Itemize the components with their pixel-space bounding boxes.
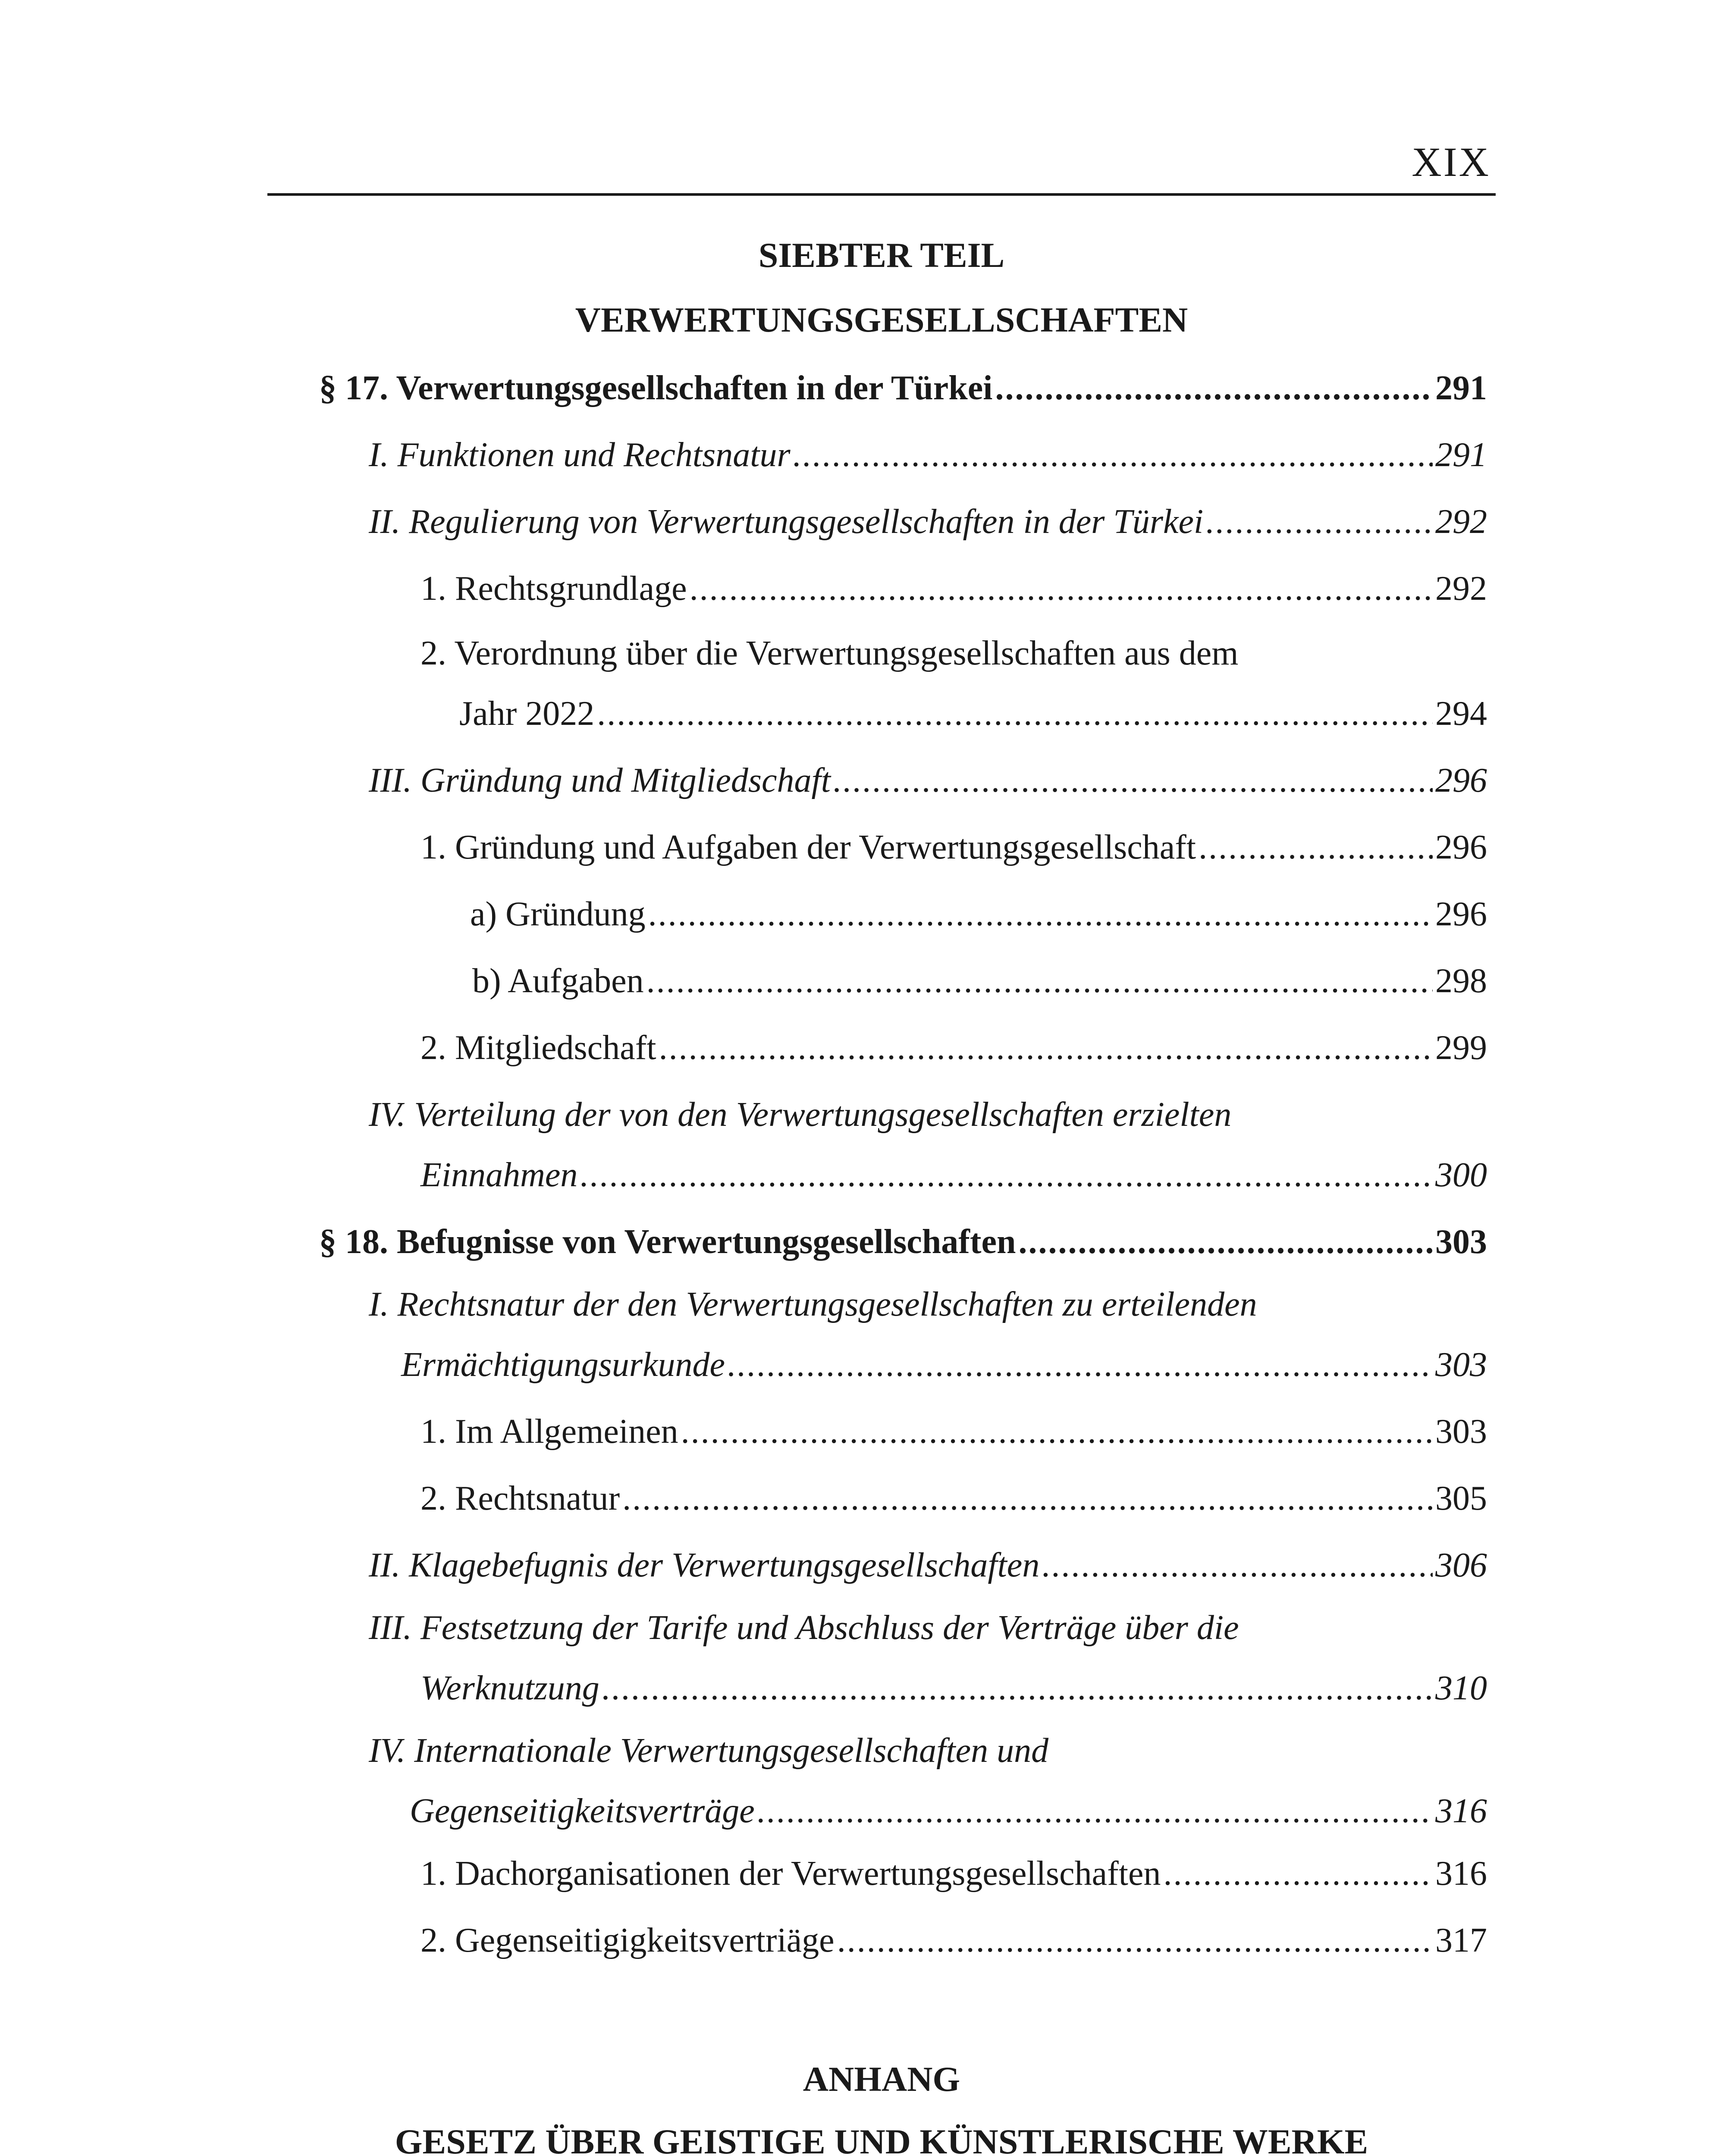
dot-leader xyxy=(1019,1225,1433,1259)
toc-entry-page: 299 xyxy=(1435,1029,1487,1067)
toc-entry-line1: IV. Verteilung der von den Verwertungsgesellschaften erzielten xyxy=(369,1096,1232,1134)
page-number: XIX xyxy=(1412,139,1490,185)
toc-entry[interactable] xyxy=(420,1923,1487,1958)
toc-entry-page: 303 xyxy=(1435,1223,1487,1261)
part-label: SIEBTER TEIL xyxy=(758,235,1005,275)
toc-entry[interactable] xyxy=(470,897,1487,931)
toc-entry[interactable] xyxy=(420,1481,1487,1516)
dot-leader xyxy=(837,1923,1433,1958)
appendix-title: GESETZ ÜBER GEISTIGE UND KÜNSTLERISCHE WERKE xyxy=(395,2122,1368,2156)
toc-entry-page: 316 xyxy=(1435,1855,1487,1893)
toc-entry-text: II. Klagebefugnis der Verwertungsgesellschaften xyxy=(369,1546,1040,1584)
toc-entry[interactable] xyxy=(369,438,1487,472)
toc-entry-page: 298 xyxy=(1435,962,1487,1000)
toc-entry[interactable] xyxy=(369,763,1487,798)
toc-entry-text: a) Gründung xyxy=(470,895,646,933)
toc-entry-section-18[interactable] xyxy=(319,1225,1487,1259)
dot-leader xyxy=(1199,830,1433,865)
toc-entry[interactable] xyxy=(369,1548,1487,1583)
toc-entry[interactable] xyxy=(472,964,1487,998)
toc-entry[interactable] xyxy=(420,1031,1487,1065)
toc-entry-line1: III. Festsetzung der Tarife und Abschluss der Verträge über die xyxy=(369,1609,1239,1647)
toc-entry-text: 1. Im Allgemeinen xyxy=(420,1413,678,1451)
dot-leader xyxy=(602,1671,1433,1705)
toc-entry[interactable] xyxy=(420,1414,1487,1449)
toc-entry-text: III. Gründung und Mitgliedschaft xyxy=(369,761,831,799)
toc-entry-page: 306 xyxy=(1435,1546,1487,1584)
toc-entry-text: I. Funktionen und Rechtsnatur xyxy=(369,436,791,474)
toc-entry-page: 291 xyxy=(1435,436,1487,474)
toc-entry-text: 1. Dachorganisationen der Verwertungsgesellschaften xyxy=(420,1855,1161,1893)
toc-entry-text: 2. Gegenseitigigkeitsvertriäge xyxy=(420,1921,835,1959)
dot-leader xyxy=(1206,505,1433,539)
toc-entry-text: Gegenseitigkeitsverträge xyxy=(410,1792,755,1830)
toc-entry-text: Ermächtigungsurkunde xyxy=(401,1346,725,1384)
header-rule xyxy=(267,193,1496,196)
dot-leader xyxy=(995,371,1433,405)
toc-entry-page: 296 xyxy=(1435,828,1487,866)
dot-leader xyxy=(646,964,1433,998)
toc-entry-page: 303 xyxy=(1435,1346,1487,1384)
toc-entry[interactable] xyxy=(420,830,1487,865)
toc-entry-text: b) Aufgaben xyxy=(472,962,644,1000)
toc-entry-text: § 17. Verwertungsgesellschaften in der Türkei xyxy=(319,369,993,407)
toc-entry-text: 2. Mitgliedschaft xyxy=(420,1029,656,1067)
toc-entry-text: Werknutzung xyxy=(420,1669,599,1707)
dot-leader xyxy=(757,1794,1433,1828)
toc-entry-page: 292 xyxy=(1435,503,1487,541)
toc-entry-page: 294 xyxy=(1435,695,1487,733)
dot-leader xyxy=(648,897,1433,931)
toc-entry-text: Jahr 2022 xyxy=(459,695,595,733)
toc-entry-section-17[interactable] xyxy=(319,371,1487,405)
dot-leader xyxy=(681,1414,1433,1449)
toc-entry[interactable] xyxy=(459,696,1487,731)
dot-leader xyxy=(622,1481,1433,1516)
dot-leader xyxy=(580,1158,1433,1192)
toc-entry-text: 1. Gründung und Aufgaben der Verwertungsgesellschaft xyxy=(420,828,1196,866)
toc-entry-page: 296 xyxy=(1435,761,1487,799)
toc-entry-text: 1. Rechtsgrundlage xyxy=(420,570,687,608)
dot-leader xyxy=(1042,1548,1433,1583)
toc-entry-page: 317 xyxy=(1435,1921,1487,1959)
dot-leader xyxy=(833,763,1433,798)
toc-entry-page: 310 xyxy=(1435,1669,1487,1707)
toc-entry-page: 316 xyxy=(1435,1792,1487,1830)
toc-entry[interactable] xyxy=(420,1158,1487,1192)
appendix-label: ANHANG xyxy=(803,2059,960,2099)
dot-leader xyxy=(659,1031,1433,1065)
toc-entry[interactable] xyxy=(369,505,1487,539)
toc-entry-text: II. Regulierung von Verwertungsgesellschaften in der Türkei xyxy=(369,503,1204,541)
toc-entry[interactable] xyxy=(420,1671,1487,1705)
toc-entry-page: 296 xyxy=(1435,895,1487,933)
dot-leader xyxy=(728,1348,1433,1382)
toc-entry-text: Einnahmen xyxy=(420,1156,578,1194)
toc-entry-line1: I. Rechtsnatur der den Verwertungsgesellschaften zu erteilenden xyxy=(369,1285,1257,1323)
toc-entry-page: 305 xyxy=(1435,1479,1487,1517)
toc-entry-text: § 18. Befugnisse von Verwertungsgesellschaften xyxy=(319,1223,1016,1261)
toc-entry[interactable] xyxy=(420,571,1487,606)
toc-entry-page: 292 xyxy=(1435,570,1487,608)
toc-entry[interactable] xyxy=(401,1348,1487,1382)
toc-entry-line1: 2. Verordnung über die Verwertungsgesellschaften aus dem xyxy=(420,634,1239,672)
dot-leader xyxy=(690,571,1433,606)
part-title: VERWERTUNGSGESELLSCHAFTEN xyxy=(575,300,1188,339)
toc-entry-line1: IV. Internationale Verwertungsgesellschaften und xyxy=(369,1732,1049,1770)
dot-leader xyxy=(597,696,1433,731)
toc-entry-text: 2. Rechtsnatur xyxy=(420,1479,620,1517)
toc-entry-page: 291 xyxy=(1435,369,1487,407)
toc-entry[interactable] xyxy=(420,1856,1487,1891)
dot-leader xyxy=(793,438,1433,472)
toc-entry[interactable] xyxy=(410,1794,1487,1828)
toc-entry-page: 300 xyxy=(1435,1156,1487,1194)
dot-leader xyxy=(1163,1856,1433,1891)
toc-entry-page: 303 xyxy=(1435,1413,1487,1451)
